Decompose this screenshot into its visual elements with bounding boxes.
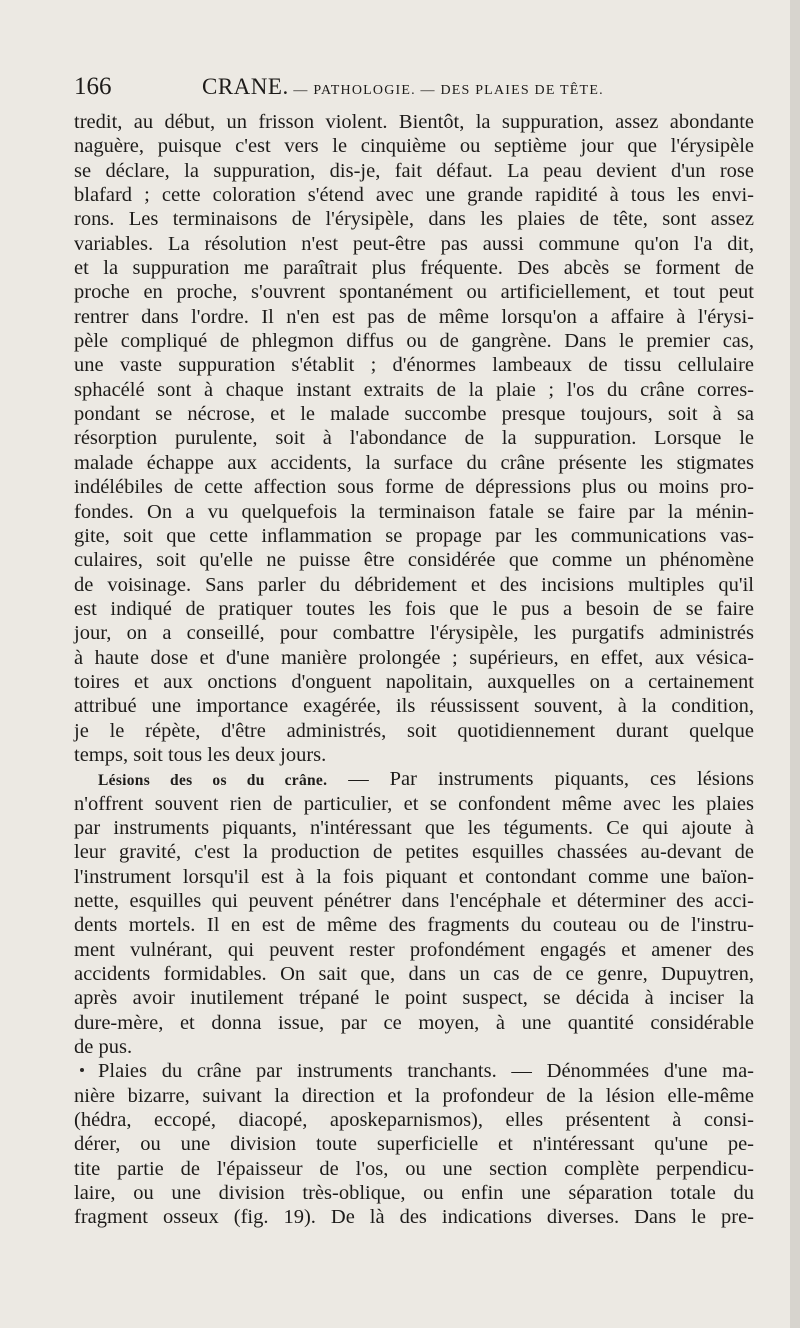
text-line: tite partie de l'épaisseur de l'os, ou une section complète perpendicu-: [74, 1157, 754, 1180]
text-line: rons. Les terminaisons de l'érysipèle, dans les plaies de tête, sont assez: [74, 208, 754, 231]
text-line: accidents formidables. On sait que, dans un cas de ce genre, Dupuytren,: [74, 963, 754, 986]
text-line: de voisinage. Sans parler du débridement et des incisions multiples qu'il: [74, 573, 754, 596]
page-number: 166: [74, 73, 112, 100]
text-line: laire, ou une division très-oblique, ou enfin une séparation totale du: [74, 1182, 754, 1205]
paragraph-erysipele: [74, 110, 754, 767]
running-title: [202, 70, 604, 108]
text-line: variables. La résolution n'est peut-être pas aussi commune qu'on l'a dit,: [74, 232, 754, 255]
paragraph-plaies-tranchants: [74, 1084, 754, 1230]
text-line: dérer, ou une division toute superficielle et n'intéressant qu'une pe-: [74, 1133, 754, 1156]
title-separator: —: [415, 83, 441, 98]
heading-line-text: — Par instruments piquants, ces lésions: [327, 768, 754, 791]
text-line: à haute dose et d'une manière prolongée ; supérieurs, en effet, aux vésica-: [74, 646, 754, 669]
text-line: une vaste suppuration s'établit ; d'énormes lambeaux de tissu cellulaire: [74, 354, 754, 377]
text-line: de pus.: [74, 1036, 133, 1059]
text-line: fragment osseux (fig. 19). De là des indications diverses. Dans le pre-: [74, 1206, 754, 1229]
title-subsection: DES PLAIES DE TÊTE.: [440, 83, 604, 98]
body-text: [74, 110, 754, 1230]
running-header: [74, 70, 754, 104]
text-line: après avoir inutilement trépané le point suspect, se décida à inciser la: [74, 987, 754, 1010]
text-line: je le répète, d'être administrés, soit quotidiennement durant quelque: [74, 719, 754, 742]
text-line: dure-mère, et donna issue, par ce moyen, à une quantité considérable: [74, 1011, 754, 1034]
text-line: leur gravité, c'est la production de petites esquilles chassées au-devant de: [74, 841, 754, 864]
text-line: culaires, soit qu'elle ne puisse être considérée que comme un phénomène: [74, 549, 754, 572]
ink-speck: [80, 1068, 84, 1072]
title-separator: —: [288, 83, 314, 98]
page-edge: [790, 0, 800, 1328]
text-line: et la suppuration me paraîtrait plus fréquente. Des abcès se forment de: [74, 257, 754, 280]
text-line: toires et aux onctions d'onguent napolitain, auxquelles on a certainement: [74, 670, 754, 693]
text-line: jour, on a conseillé, pour combattre l'érysipèle, les purgatifs administrés: [74, 622, 754, 645]
text-line: proche en proche, s'ouvrent spontanément ou artificiellement, et tout peut: [74, 281, 754, 304]
text-line: (hédra, eccopé, diacopé, aposkeparnismos), elles présentent à consi-: [74, 1109, 754, 1132]
text-line: fondes. On a vu quelquefois la terminaison fatale se faire par la ménin-: [74, 500, 754, 523]
text-line: tredit, au début, un frisson violent. Bientôt, la suppuration, assez abondante: [74, 111, 754, 133]
text-line: se déclare, la suppuration, dis-je, fait défaut. La peau devient d'un rose: [74, 159, 754, 182]
text-line: résorption purulente, soit à l'abondance de la suppuration. Lorsque le: [74, 427, 754, 450]
text-line: rentrer dans l'ordre. Il n'en est pas de même lorsqu'on a affaire à l'érysi-: [74, 305, 754, 328]
text-line: pèle compliqué de phlegmon diffus ou de gangrène. Dans le premier cas,: [74, 330, 754, 353]
title-section: PATHOLOGIE.: [313, 83, 416, 98]
text-line: malade échappe aux accidents, la surface du crâne présente les stigmates: [74, 451, 754, 474]
paragraph-lesions-des-os: [74, 792, 754, 1060]
text-line: blafard ; cette coloration s'étend avec une grande rapidité à tous les envi-: [74, 184, 754, 207]
text-line: attribué une importance exagérée, ils réussissent souvent, à la condition,: [74, 695, 754, 718]
text-line: n'offrent souvent rien de particulier, et se confondent même avec les plaies: [74, 792, 754, 815]
paragraph-heading-line: [74, 767, 754, 791]
text-line: naguère, puisque c'est vers le cinquième ou septième jour que l'érysipèle: [74, 135, 754, 158]
text-line: temps, soit tous les deux jours.: [74, 743, 327, 766]
text-line: pondant se nécrose, et le malade succombe presque toujours, soit à sa: [74, 403, 754, 426]
text-line: nière bizarre, suivant la direction et la profondeur de la lésion elle-même: [74, 1084, 754, 1107]
text-line: nette, esquilles qui peuvent pénétrer dans l'encéphale et déterminer des acci-: [74, 890, 754, 912]
paragraph-plaies-tranchants-first-line: Plaies du crâne par instruments tranchants. — Dénommées d'une ma-: [98, 1060, 754, 1083]
text-line: par instruments piquants, n'intéressant que les téguments. Ce qui ajoute à: [74, 816, 754, 839]
text-line: ment vulnérant, qui peuvent rester profondément engagés et amener des: [74, 938, 754, 961]
text-line: dents mortels. Il en est de même des fragments du couteau ou de l'instru-: [74, 914, 754, 937]
text-line: gite, soit que cette inflammation se propage par les communications vas-: [74, 524, 754, 547]
text-line: sphacélé sont à chaque instant extraits de la plaie ; l'os du crâne corres-: [74, 378, 754, 401]
text-line: est indiqué de pratiquer toutes les fois que le pus a besoin de se faire: [74, 597, 754, 620]
text-line: l'instrument lorsqu'il est à la fois piquant et contondant comme une baïon-: [74, 865, 754, 888]
section-heading-lesions-des-os: Lésions des os du crâne.: [98, 772, 328, 790]
text-line: indélébiles de cette affection sous forme de dépressions plus ou moins pro-: [74, 476, 754, 499]
title-crane: CRANE.: [202, 74, 289, 99]
